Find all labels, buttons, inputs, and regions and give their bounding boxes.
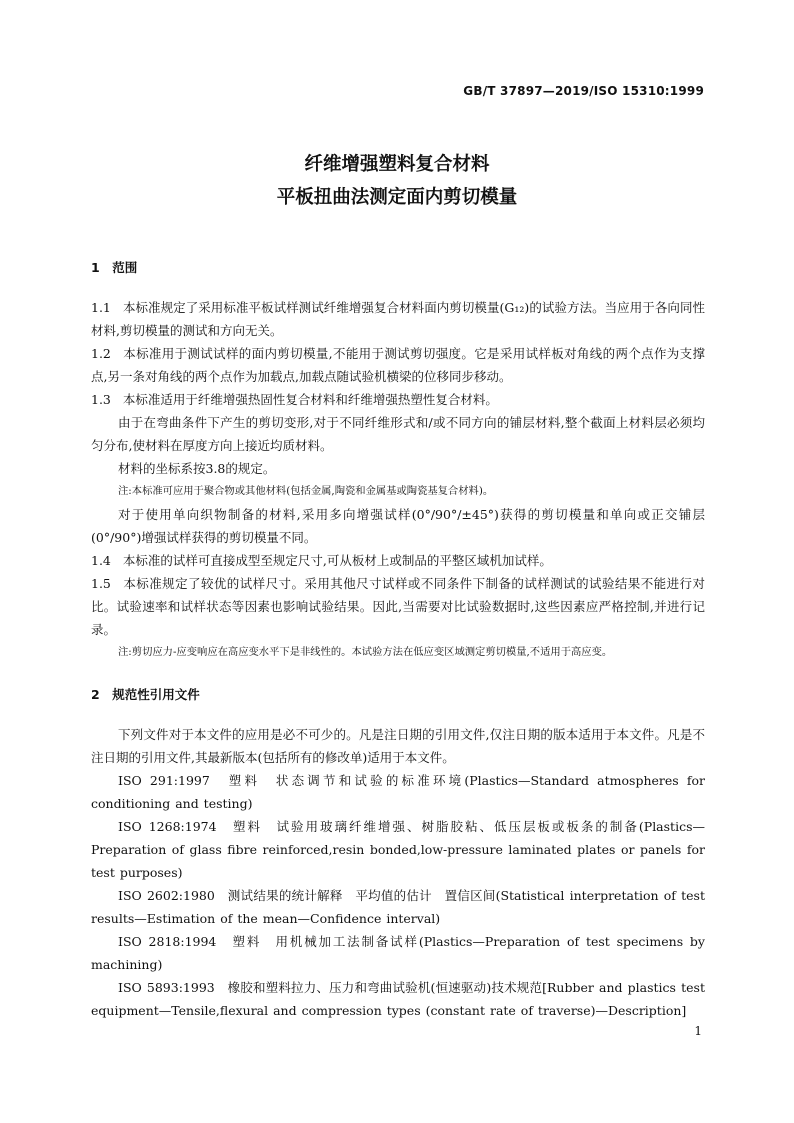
section-1-heading: 1 范围 bbox=[91, 260, 138, 275]
clause-text: 本标准适用于纤维增强热固性复合材料和纤维增强热塑性复合材料。 bbox=[122, 392, 498, 407]
clause-text: 本标准的试样可直接成型至规定尺寸,可从板材上或制品的平整区域机加试样。 bbox=[122, 553, 552, 568]
clause-1-4 bbox=[91, 549, 705, 572]
standard-code: GB/T 37897—2019/ISO 15310:1999 bbox=[463, 84, 704, 98]
note-1: 注:本标准可应用于聚合物或其他材料(包括金属,陶瓷和金属基或陶瓷基复合材料)。 bbox=[118, 485, 494, 497]
clause-number: 1.5 bbox=[91, 576, 111, 591]
clause-1-3-paragraph: 由于在弯曲条件下产生的剪切变形,对于不同纤维形式和/或不同方向的铺层材料,整个截面上材料层必须均匀分布,使材料在厚度方向上接近均质材料。 bbox=[91, 415, 705, 453]
document-title-line1: 纤维增强塑料复合材料 bbox=[304, 154, 490, 175]
clause-number: 1.3 bbox=[91, 392, 111, 407]
clause-1-2 bbox=[91, 342, 705, 388]
clause-text: 本标准规定了采用标准平板试样测试纤维增强复合材料面内剪切模量(G₁₂)的试验方法。当应用于各向同性材料,剪切模量的测试和方向无关。 bbox=[91, 300, 705, 338]
reference-iso-2602: ISO 2602:1980 测试结果的统计解释 平均值的估计 置信区间(Statistical interpretation of test results—Estimation of the mean—Confidence interval) bbox=[91, 888, 705, 926]
page-number: 1 bbox=[694, 1024, 702, 1038]
clause-number: 1.1 bbox=[91, 300, 111, 315]
clause-number: 1.2 bbox=[91, 346, 111, 361]
clause-1-5 bbox=[91, 572, 705, 641]
clause-text: 本标准用于测试试样的面内剪切模量,不能用于测试剪切强度。它是采用试样板对角线的两个点作为支撑点,另一条对角线的两个点作为加载点,加载点随试验机横梁的位移同步移动。 bbox=[91, 346, 705, 384]
section-1-body bbox=[91, 296, 705, 664]
clause-number: 1.4 bbox=[91, 553, 111, 568]
section-2-heading: 2 规范性引用文件 bbox=[91, 687, 200, 702]
reference-iso-1268: ISO 1268:1974 塑料 试验用玻璃纤维增强、树脂胶粘、低压层板或板条的制备(Plastics—Preparation of glass fibre reinforced,resin bonded,low-pressure laminated plates or panels for test purposes) bbox=[91, 819, 705, 880]
section-2-body bbox=[91, 723, 705, 1022]
reference-iso-291: ISO 291:1997 塑料 状态调节和试验的标准环境(Plastics—Standard atmospheres for conditioning and testing) bbox=[91, 773, 705, 811]
clause-1-3 bbox=[91, 388, 705, 411]
section-2-intro: 下列文件对于本文件的应用是必不可少的。凡是注日期的引用文件,仅注日期的版本适用于本文件。凡是不注日期的引用文件,其最新版本(包括所有的修改单)适用于本文件。 bbox=[91, 727, 705, 765]
clause-1-3-paragraph: 材料的坐标系按3.8的规定。 bbox=[118, 461, 276, 476]
note-2: 注:剪切应力-应变响应在高应变水平下是非线性的。本试验方法在低应变区域测定剪切模量,不适用于高应变。 bbox=[118, 646, 613, 658]
clause-text: 本标准规定了较优的试样尺寸。采用其他尺寸试样或不同条件下制备的试样测试的试验结果不能进行对比。试验速率和试样状态等因素也影响试验结果。因此,当需要对比试验数据时,这些因素应严格控制,并进行记录。 bbox=[91, 576, 705, 637]
document-title-line2: 平板扭曲法测定面内剪切模量 bbox=[276, 187, 518, 208]
reference-iso-5893: ISO 5893:1993 橡胶和塑料拉力、压力和弯曲试验机(恒速驱动)技术规范[Rubber and plastics test equipment—Tensile,flexural and compression types (constant rate of traverse)—Description] bbox=[91, 980, 705, 1018]
clause-1-1 bbox=[91, 296, 705, 342]
reference-iso-2818: ISO 2818:1994 塑料 用机械加工法制备试样(Plastics—Preparation of test specimens by machining) bbox=[91, 934, 705, 972]
clause-1-3-paragraph: 对于使用单向织物制备的材料,采用多向增强试样(0°/90°/±45°)获得的剪切模量和单向或正交铺层(0°/90°)增强试样获得的剪切模量不同。 bbox=[91, 507, 705, 545]
